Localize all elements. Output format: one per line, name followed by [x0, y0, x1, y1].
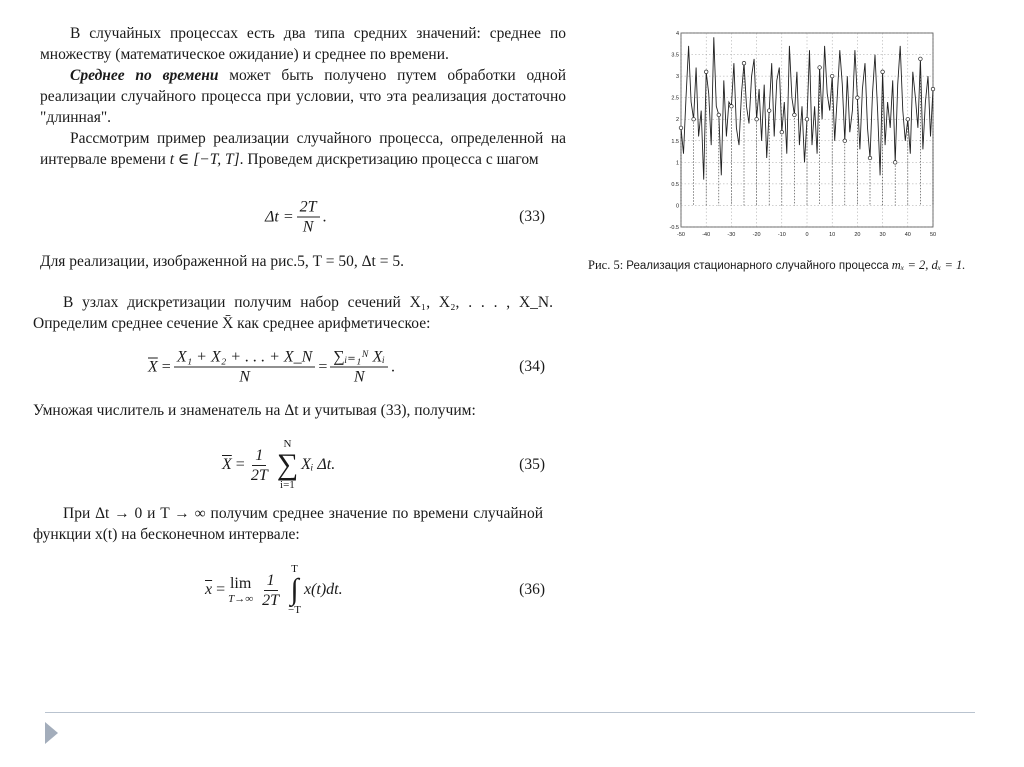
y-tick-label: 3 — [675, 74, 679, 81]
y-tick-label: 1 — [675, 160, 679, 167]
y-tick-label: 2.5 — [671, 95, 679, 102]
sample-point — [679, 126, 683, 130]
sample-point — [755, 117, 759, 121]
eq36-den: 2T — [262, 591, 280, 609]
x-tick-label: 40 — [904, 232, 911, 238]
eq36-number: (36) — [519, 581, 545, 598]
eq34-lhs: $\overline{X}$ — [148, 358, 158, 375]
y-tick-label: -0.5 — [669, 225, 679, 231]
eq35-number: (35) — [519, 456, 545, 473]
next-slide-arrow-icon[interactable] — [45, 722, 58, 744]
equation-33 — [40, 192, 545, 242]
caption-text: Реализация стационарного случайного процесса — [626, 260, 889, 272]
sample-point — [742, 61, 746, 65]
eq33-lhs: Δt = — [265, 208, 294, 225]
sample-point — [843, 139, 847, 143]
sample-point — [893, 161, 897, 165]
sample-point — [881, 70, 885, 74]
y-tick-label: 2 — [675, 117, 679, 124]
x-tick-label: 20 — [854, 232, 861, 238]
x-tick-label: 30 — [879, 232, 886, 238]
eq35-body: Xᵢ Δt. — [301, 456, 336, 473]
eq34-den1: N — [239, 368, 250, 386]
sample-point — [780, 130, 784, 134]
x-tick-label: -40 — [702, 232, 711, 238]
eq36-lhs: $\overline{x}$ — [205, 581, 213, 598]
y-tick-label: 3.5 — [671, 52, 679, 59]
eq34-fraction-1 — [174, 348, 316, 387]
eq33-number: (33) — [519, 208, 545, 225]
eq35-lhs: $\overline{X}$ — [222, 456, 232, 473]
sum-sign: ∑ — [276, 448, 299, 481]
paragraph-example-text-a: Рассмотрим пример реализации случайного процесса, определенной на интервале времени — [40, 130, 566, 168]
figure-5-plot — [667, 27, 939, 242]
eq34-num1: X₁ + X₂ + . . . + X_N — [174, 348, 316, 368]
lim-word: lim — [229, 575, 252, 592]
equation-34: $\overline{X}$ = $\frac{\text{X₁ + X₂ + . . . + X\_N}}{N}$ = $\frac{\text{∑ᵢ₌₁ᴺ Xᵢ}}{N}$ . (34) — [148, 348, 545, 386]
eq34-number: (34) — [519, 358, 545, 375]
eq36-lim-sub: T→∞ — [228, 593, 254, 605]
eq35-fraction — [248, 446, 271, 485]
paragraph-realization-text: Для реализации, изображенной на рис.5, T = 50, Δt = 5. — [40, 253, 404, 270]
caption-params: mₓ = 2, dₓ = 1. — [891, 258, 966, 272]
y-tick-label: 0 — [675, 203, 679, 210]
sample-point — [704, 70, 708, 74]
slide-divider — [45, 712, 975, 713]
equation-36: $\overline{x}$ = lim T→∞ $\frac{1}{2T}$ T ∫ −T x(t)dt. (36) — [205, 563, 545, 616]
eq35-sum — [277, 439, 298, 491]
sample-point — [730, 104, 734, 108]
equation-35: $\overline{X}$ = $\frac{1}{2T}$ N ∑ i=1 Xᵢ Δt. (35) — [222, 438, 545, 491]
sample-point — [868, 156, 872, 160]
eq36-body: x(t)dt. — [303, 581, 343, 598]
eq36-num: 1 — [264, 571, 278, 591]
y-tick-label: 1.5 — [671, 138, 679, 145]
eq35-num: 1 — [252, 446, 266, 466]
paragraph-example — [40, 128, 566, 170]
eq33-num: 2T — [297, 198, 320, 218]
paragraph-sections-text: В узлах дискретизации получим набор сечений X₁, X₂, . . . , X_N. Определим среднее сечение X̄ как среднее арифметическое: — [33, 294, 553, 332]
sample-point — [692, 117, 696, 121]
eq36-limit — [228, 575, 253, 605]
eq35-sum-top: N — [283, 438, 292, 450]
y-tick-label: 4 — [675, 31, 679, 37]
eq35-sum-bottom: i=1 — [280, 479, 295, 491]
sample-point — [830, 74, 834, 78]
paragraph-time-average — [40, 65, 566, 128]
eq33-fraction — [297, 198, 320, 237]
y-tick-label: 0.5 — [671, 181, 679, 188]
sample-point — [805, 117, 809, 121]
interval-math: t ∈ [−T, T] — [169, 151, 240, 168]
eq34-fraction-2 — [330, 348, 388, 387]
sample-point — [793, 113, 797, 117]
paragraph-sections — [33, 292, 553, 334]
x-tick-label: 50 — [929, 232, 937, 238]
sample-point — [767, 109, 771, 113]
eq34-num2: ∑ᵢ₌₁ᴺ Xᵢ — [330, 348, 388, 368]
eq33-tail: . — [322, 208, 327, 225]
x-tick-label: -20 — [752, 232, 761, 238]
emphasis-term: Среднее по времени — [70, 67, 219, 84]
eq35-den: 2T — [250, 466, 268, 484]
paragraph-intro-text: В случайных процессах есть два типа средних значений: среднее по множеству (математическое ожидание) и среднее по времени. — [40, 25, 566, 63]
paragraph-multiply-text: Умножая числитель и знаменатель на Δt и учитывая (33), получим: — [33, 402, 476, 419]
sample-point — [856, 96, 860, 100]
eq33-den: N — [302, 218, 314, 236]
eq36-int-top: T — [291, 563, 298, 575]
figure-caption — [588, 258, 965, 273]
eq36-integral — [288, 564, 301, 616]
eq36-int-bottom: −T — [288, 604, 301, 616]
eq36-fraction — [259, 571, 282, 610]
x-tick-label: 0 — [805, 232, 809, 238]
sample-point — [818, 66, 822, 70]
eq34-den2: N — [353, 368, 365, 386]
sample-point — [919, 57, 923, 61]
paragraph-limit-text: При Δt → 0 и T → ∞ получим среднее значение по времени случайной функции x(t) на бесконечном интервале: — [33, 505, 543, 543]
sample-point — [717, 113, 721, 117]
paragraph-time-average-text: может быть получено путем обработки одной реализации случайного процесса при условии, что эта реализация достаточно "длинная". — [40, 67, 566, 126]
integral-sign: ∫ — [290, 573, 299, 606]
x-tick-label: -50 — [677, 232, 685, 238]
paragraph-intro — [40, 23, 566, 65]
paragraph-multiply — [33, 400, 553, 421]
paragraph-example-text-c: . Проведем дискретизацию процесса с шагом — [239, 151, 539, 168]
x-tick-label: -10 — [777, 232, 786, 238]
sample-point — [906, 117, 910, 121]
sample-point — [931, 87, 935, 91]
paragraph-realization — [40, 251, 566, 272]
paragraph-limit — [33, 503, 543, 545]
caption-label: Рис. 5: — [588, 258, 624, 272]
x-tick-label: 10 — [829, 232, 836, 238]
x-tick-label: -30 — [727, 232, 736, 238]
